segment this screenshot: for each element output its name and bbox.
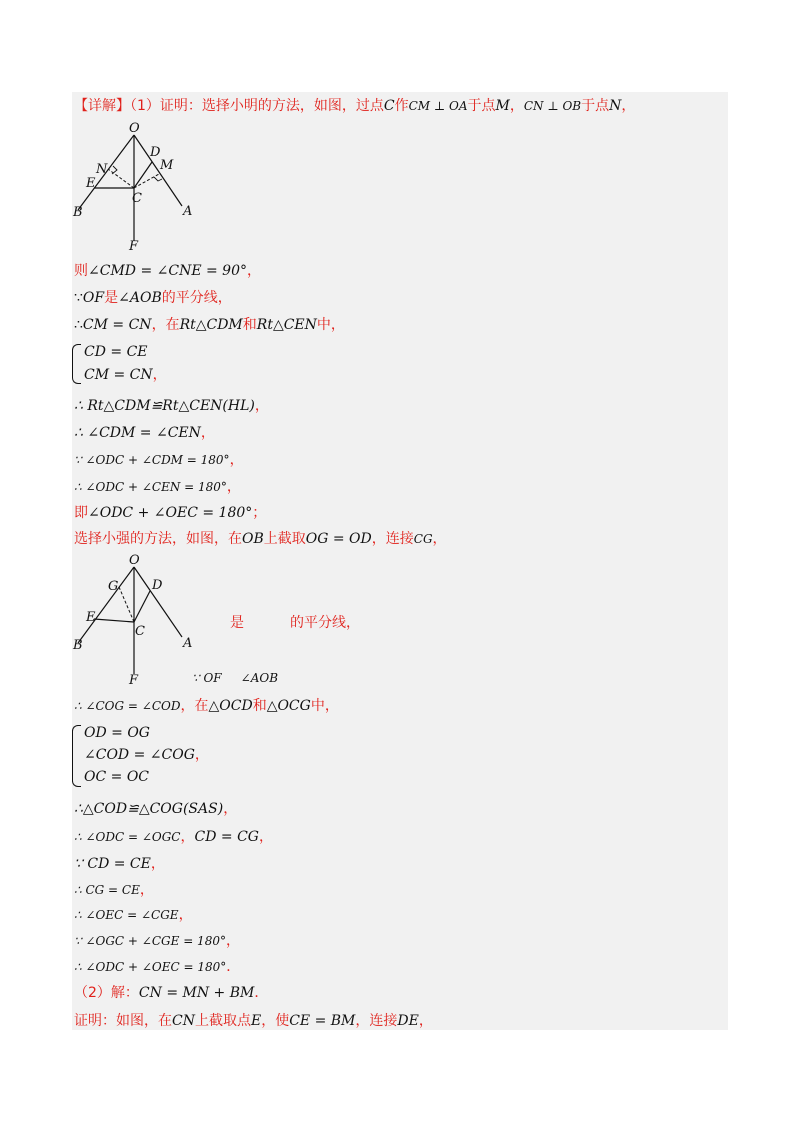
line-18 xyxy=(74,855,165,873)
text-he: 和 xyxy=(252,698,267,714)
line-19 xyxy=(74,881,154,899)
label-g: G xyxy=(108,579,119,594)
segment-cg xyxy=(119,587,134,622)
text-lianjie: ，连接 xyxy=(371,531,414,547)
figure-2 xyxy=(72,553,212,688)
text-ze: 则 xyxy=(74,263,88,279)
math-rt-cdm: Rt△CDM xyxy=(179,317,243,333)
text-zhong: 中， xyxy=(310,698,339,714)
label-e: E xyxy=(86,610,96,625)
system-2-row-2 xyxy=(84,746,209,764)
comma: ， xyxy=(258,829,273,845)
point-e: E xyxy=(250,1013,262,1029)
math-congruent-sas: ∴△COD≌△COG(SAS) xyxy=(74,801,224,817)
comma: ， xyxy=(223,801,238,817)
point-m: M xyxy=(495,98,510,114)
text-jiequ: 上截取 xyxy=(263,531,306,547)
system-brace-2 xyxy=(72,725,81,787)
system-2-row-1 xyxy=(84,724,150,742)
line-4 xyxy=(74,316,345,334)
label-f: F xyxy=(129,673,139,688)
math-ce-eq-bm: CE = BM xyxy=(289,1013,356,1029)
line-22 xyxy=(74,958,240,976)
comma: ， xyxy=(225,933,240,949)
math-oec-eq-cge: ∴ ∠OEC = ∠CGE xyxy=(74,908,179,922)
math-odc-oec-180: ∠ODC + ∠OEC = 180° xyxy=(88,505,253,521)
text-shi: 是 xyxy=(230,615,244,631)
math-cd-eq-ce: ∵ CD = CE xyxy=(74,856,151,872)
point-c: C xyxy=(383,98,395,114)
text-bisector: 的平分线， xyxy=(290,615,360,631)
label-n: N xyxy=(96,162,108,177)
segment-cn xyxy=(108,169,134,188)
label-c: C xyxy=(135,624,145,639)
label-b: B xyxy=(73,638,83,653)
text-jiequ-dian: 上截取点 xyxy=(194,1013,251,1029)
segment-cm xyxy=(134,174,159,188)
math-oc-eq-oc: OC = OC xyxy=(84,769,150,785)
text-zai: ，在 xyxy=(151,317,180,333)
segment-cd xyxy=(134,591,150,622)
comma: ， xyxy=(509,98,524,114)
text-method-2: 选择小强的方法，如图，在 xyxy=(74,531,242,547)
line-13 xyxy=(192,669,278,687)
line-17 xyxy=(74,828,273,846)
math-cn: CN xyxy=(172,1013,195,1029)
math-cod-eq-cog: ∠COD = ∠COG xyxy=(84,747,195,763)
detail-tag: 【详解】 xyxy=(74,98,130,114)
text-shi: ，使 xyxy=(261,1013,290,1029)
comma: ， xyxy=(194,747,209,763)
text-yu: 于点 xyxy=(467,98,496,114)
line-2 xyxy=(74,262,261,280)
math-cn-perp-ob: CN ⊥ OB xyxy=(523,99,582,113)
text-he: 和 xyxy=(242,317,257,333)
text-shi: 是 xyxy=(104,290,119,306)
line-20 xyxy=(74,906,193,924)
math-angles-90: ∠CMD = ∠CNE = 90° xyxy=(88,263,247,279)
system-1-row-2 xyxy=(84,366,167,384)
label-d: D xyxy=(150,145,161,160)
math-of: OF xyxy=(82,290,105,306)
comma: ， xyxy=(247,263,261,279)
text-zai: ，在 xyxy=(180,698,209,714)
math-odc-cen-180: ∴ ∠ODC + ∠CEN = 180° xyxy=(74,480,227,494)
line-24 xyxy=(74,1012,433,1030)
line-8 xyxy=(74,451,244,469)
math-congruent-hl: ∴ Rt△CDM≌Rt△CEN(HL) xyxy=(74,398,255,414)
math-tri-ocg: △OCG xyxy=(266,698,311,714)
line-14 xyxy=(74,697,339,715)
ray-ob xyxy=(78,567,134,643)
line-23 xyxy=(74,984,268,1002)
math-cog-eq-cod: ∴ ∠COG = ∠COD xyxy=(74,699,181,713)
line-21 xyxy=(74,932,240,950)
math-of-aob: ∵ OF ∠AOB xyxy=(192,671,279,685)
segment-ce xyxy=(94,619,134,622)
math-og-eq-od: OG = OD xyxy=(305,531,372,547)
math-cg-eq-ce: ∴ CG = CE xyxy=(74,883,140,897)
label-o: O xyxy=(129,121,140,136)
system-1-row-1 xyxy=(84,343,148,361)
math-tri-ocd: △OCD xyxy=(208,698,253,714)
comma: ， xyxy=(418,1013,433,1029)
period: ． xyxy=(226,959,241,975)
text-zuo: 作 xyxy=(394,98,409,114)
label-c: C xyxy=(132,191,142,206)
comma: ， xyxy=(180,829,195,845)
system-brace-1 xyxy=(72,344,81,384)
line-10 xyxy=(74,504,266,522)
line-11 xyxy=(74,530,447,548)
math-cd-eq-cg: CD = CG xyxy=(194,829,259,845)
comma: ， xyxy=(229,452,244,468)
comma: ， xyxy=(200,425,215,441)
therefore-symbol: ∴ xyxy=(74,317,83,333)
because-symbol: ∵ xyxy=(74,290,83,306)
comma: ， xyxy=(254,398,269,414)
math-odc-oec-180: ∴ ∠ODC + ∠OEC = 180° xyxy=(74,960,227,974)
math-od-eq-og: OD = OG xyxy=(84,725,150,741)
comma: ， xyxy=(152,367,167,383)
part-2-label: （2）解： xyxy=(74,985,139,1001)
label-f: F xyxy=(129,239,139,253)
label-a: A xyxy=(183,204,193,219)
math-ob: OB xyxy=(242,531,264,547)
line-6 xyxy=(74,397,269,415)
math-cn-eq-mn-bm: CN = MN + BM xyxy=(138,985,255,1001)
math-cm-eq-cn: CM = CN xyxy=(82,317,152,333)
label-m: M xyxy=(160,158,174,173)
comma: ， xyxy=(432,531,447,547)
label-d: D xyxy=(152,578,163,593)
math-cd-eq-ce: CD = CE xyxy=(84,344,148,360)
comma: ， xyxy=(226,479,241,495)
figure-1 xyxy=(72,118,212,253)
math-odc-eq-ogc: ∴ ∠ODC = ∠OGC xyxy=(74,830,181,844)
point-n: N xyxy=(609,98,622,114)
text-proof: 证明：如图，在 xyxy=(74,1013,172,1029)
line-12 xyxy=(230,614,360,632)
system-2-row-3 xyxy=(84,768,149,786)
math-rt-cen: Rt△CEN xyxy=(256,317,317,333)
line-16 xyxy=(74,800,237,818)
comma: ， xyxy=(150,856,165,872)
text-yu: 于点 xyxy=(581,98,610,114)
math-odc-cdm-180: ∵ ∠ODC + ∠CDM = 180° xyxy=(74,453,230,467)
label-o: O xyxy=(129,553,140,568)
math-angle-aob: ∠AOB xyxy=(118,290,162,306)
label-a: A xyxy=(183,636,193,651)
line-7 xyxy=(74,424,215,442)
math-ogc-cge-180: ∵ ∠OGC + ∠CGE = 180° xyxy=(74,934,226,948)
math-cm-perp-oa: CM ⊥ OA xyxy=(408,99,468,113)
text-zhong: 中， xyxy=(316,317,345,333)
math-cdm-eq-cen: ∴ ∠CDM = ∠CEN xyxy=(74,425,201,441)
math-cm-eq-cn: CM = CN xyxy=(84,367,153,383)
label-b: B xyxy=(73,205,83,220)
period: ． xyxy=(254,985,269,1001)
label-e: E xyxy=(86,176,96,191)
right-angle-m xyxy=(154,177,162,181)
math-cg: CG xyxy=(413,532,433,546)
text-lianjie: ，连接 xyxy=(355,1013,398,1029)
proof-intro: （1）证明：选择小明的方法，如图，过点 xyxy=(130,98,384,114)
text-ji: 即 xyxy=(74,505,88,521)
semicolon: ； xyxy=(252,505,267,521)
line-1 xyxy=(74,97,635,115)
line-3 xyxy=(74,289,232,307)
comma: ， xyxy=(139,882,154,898)
segment-cd xyxy=(134,162,152,188)
text-bisector: 的平分线， xyxy=(161,290,232,306)
math-de: DE xyxy=(397,1013,419,1029)
comma: ， xyxy=(178,907,193,923)
line-9 xyxy=(74,478,241,496)
comma: ， xyxy=(621,98,636,114)
